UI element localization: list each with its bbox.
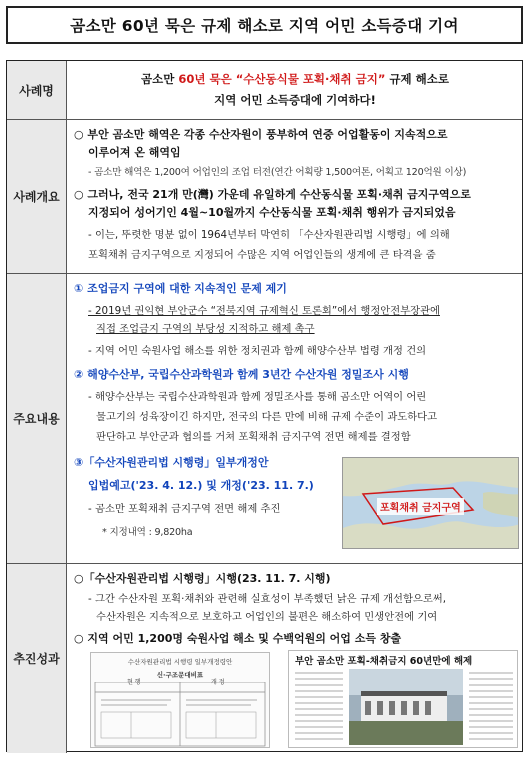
main-heading-3-cont: 입법예고('23. 4. 12.) 및 개정('23. 11. 7.): [88, 479, 314, 492]
case-report-table: [6, 60, 523, 752]
main-heading-3: ③「수산자원관리법 시행령」일부개정안: [74, 456, 269, 469]
main-sub-3: - 곰소만 포획채취 금지구역 전면 해제 추진: [88, 503, 281, 515]
row-label-case-name: 사례명: [7, 61, 67, 119]
main-sub-2b: 물고기의 성육장이긴 하지만, 전국의 다른 만에 비해 규제 수준이 과도하다고: [96, 411, 438, 423]
main-content-row: [7, 273, 522, 563]
main-sub-1a: [88, 302, 440, 320]
case-name-line2: 지역 어민 소득증대에 기여하다!: [214, 93, 376, 107]
main-note-3: * 지정내역 : 9,820ha: [102, 527, 193, 538]
doc-title: 수산자원관리법 시행령 일부개정령안: [127, 658, 233, 666]
main-sub-1c: - 지역 어민 숙원사업 해소를 위한 정치권과 함께 해양수산부 법령 개정 건의: [88, 345, 427, 357]
row-label-results: 추진성과: [7, 564, 67, 753]
case-name-post: 규제 해소로: [385, 72, 449, 86]
news-article-image: [288, 650, 518, 748]
row-label-main: 주요내용: [7, 274, 67, 563]
restricted-area-map: [342, 457, 519, 549]
results-sub-1a: - 그간 수산자원 포획·채취와 관련해 실효성이 부족했던 낡은 규제 개선함으로써,: [88, 593, 447, 605]
doc-col-current: 현 행: [127, 679, 141, 686]
overview-content: [68, 120, 522, 273]
doc-table-image: [91, 682, 269, 748]
main-content: [68, 274, 522, 563]
main-sub-1b-text: 직접 조업금지 구역의 부당성 지적하고 해제 촉구: [96, 323, 315, 335]
case-name-pre: 곰소만: [141, 72, 179, 86]
page-title: 곰소만 60년 묵은 규제 해소로 지역 어민 소득증대 기여: [6, 6, 523, 44]
overview-sub-2b: 포획채취 금지구역으로 지정되어 수많은 지역 어업인들의 생계에 큰 타격을 줌: [88, 249, 436, 261]
main-sub-2c: 판단하고 부안군과 협의를 거쳐 포획채취 금지구역 전면 해제를 결정함: [96, 431, 411, 443]
map-label: 포획채취 금지구역: [377, 498, 464, 515]
overview-row: [7, 119, 522, 273]
row-label-overview: 사례개요: [7, 120, 67, 273]
main-sub-2a: - 해양수산부는 국립수산과학원과 함께 정밀조사를 통해 곰소만 어역이 어린: [88, 391, 427, 403]
overview-sub-1: - 곰소만 해역은 1,200여 어업인의 조업 터전(연간 어획량 1,500여톤, 어획고 120억원 이상): [88, 167, 467, 178]
law-amendment-document: [90, 652, 270, 748]
overview-bullet-2-cont: 지정되어 성어기인 4월~10월까지 수산동식물 포획·채취 행위가 금지되었음: [88, 206, 456, 219]
doc-col-amended: 개 정: [211, 679, 225, 686]
main-sub-1a-text: - 2019년 권익현 부안군수 “전북지역 규제혁신 토론회”에서 행정안전부장관에: [88, 305, 440, 317]
main-sub-1b: [96, 320, 315, 338]
results-content: [68, 564, 522, 753]
results-sub-1b: 수산자원은 지속적으로 보호하고 어업인의 불편은 해소하여 민생안전에 기여: [96, 611, 438, 623]
case-name-row: [7, 61, 522, 119]
doc-subtitle: 신·구조문대비표: [156, 671, 204, 679]
overview-bullet-1: ○ 부안 곰소만 해역은 각종 수산자원이 풍부하여 연중 어업활동이 지속적으로: [74, 128, 448, 141]
results-bullet-2: ○ 지역 어민 1,200명 숙원사업 해소 및 수백억원의 어업 소득 창출: [74, 632, 402, 645]
results-bullet-1: ○「수산자원관리법 시행령」시행(23. 11. 7. 시행): [74, 572, 331, 585]
case-name-highlight: 60년 묵은 “수산동식물 포획·채취 금지”: [178, 72, 386, 86]
case-name-text: [68, 69, 522, 111]
main-heading-1: ① 조업금지 구역에 대한 지속적인 문제 제기: [74, 282, 287, 295]
case-name-content: [68, 61, 522, 119]
results-row: [7, 563, 522, 753]
overview-sub-2a: - 이는, 뚜렷한 명분 없이 1964년부터 막연히 「수산자원관리법 시행령」에 의해: [88, 229, 450, 241]
main-heading-2: ② 해양수산부, 국립수산과학원과 함께 3년간 수산자원 정밀조사 시행: [74, 368, 409, 381]
news-headline: 부안 곰소만 포획-채취금지 60년만에 해제: [295, 656, 473, 667]
overview-bullet-1-cont: 이루어져 온 해역임: [88, 146, 181, 159]
overview-bullet-2: ○ 그러나, 전국 21개 만(灣) 가운데 유일하게 수산동식물 포획·채취 금지구역으로: [74, 188, 471, 201]
